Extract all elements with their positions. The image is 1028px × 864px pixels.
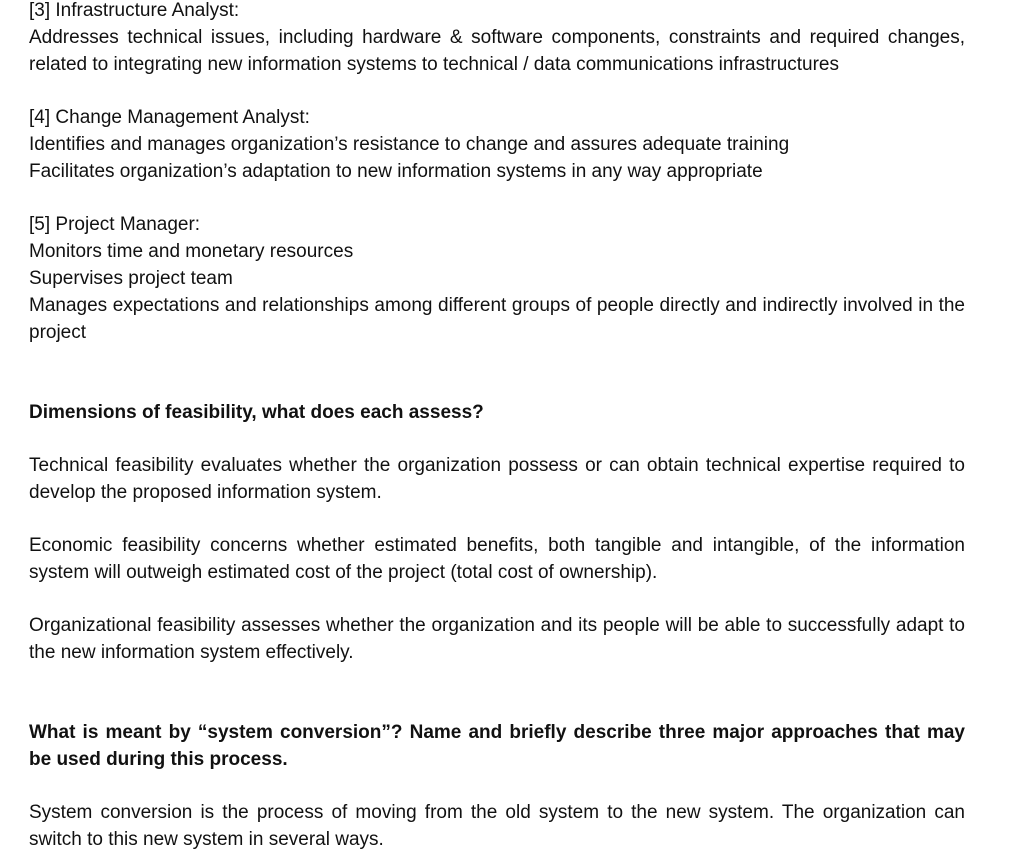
document-page <box>29 0 965 853</box>
project-manager-heading: [5] Project Manager: <box>29 214 201 235</box>
project-manager-line-1: Monitors time and monetary resources <box>29 241 354 262</box>
economic-feasibility-paragraph: Economic feasibility concerns whether estimated benefits, both tangible and intangible, of the information system will outweigh estimated cost of the project (total cost of ownership). <box>29 535 965 583</box>
spacer <box>29 426 965 452</box>
system-conversion-answer: System conversion is the process of moving from the old system to the new system. The organization can switch to this new system in several ways. <box>29 802 965 850</box>
change-management-line-1: Identifies and manages organization’s resistance to change and assures adequate training <box>29 134 790 155</box>
change-management-line-2: Facilitates organization’s adaptation to new information systems in any way appropriate <box>29 161 763 182</box>
infrastructure-analyst-heading: [3] Infrastructure Analyst: <box>29 0 240 21</box>
system-conversion-question: What is meant by “system conversion”? Name and briefly describe three major approaches that may be used during this process. <box>29 722 965 770</box>
spacer <box>29 346 965 399</box>
project-manager-line-2: Supervises project team <box>29 268 233 289</box>
spacer <box>29 666 965 719</box>
spacer <box>29 185 965 211</box>
spacer <box>29 773 965 799</box>
spacer <box>29 78 965 104</box>
spacer <box>29 506 965 532</box>
project-manager-line-3: Manages expectations and relationships among different groups of people directly and indirectly involved in the project <box>29 295 965 343</box>
spacer <box>29 586 965 612</box>
technical-feasibility-paragraph: Technical feasibility evaluates whether the organization possess or can obtain technical expertise required to develop the proposed information system. <box>29 455 965 503</box>
infrastructure-analyst-description: Addresses technical issues, including hardware & software components, constraints and required changes, related to integrating new information systems to technical / data communications infrastructures <box>29 27 965 75</box>
change-management-analyst-heading: [4] Change Management Analyst: <box>29 107 310 128</box>
organizational-feasibility-paragraph: Organizational feasibility assesses whether the organization and its people will be able to successfully adapt to the new information system effectively. <box>29 615 965 663</box>
feasibility-question: Dimensions of feasibility, what does each assess? <box>29 402 484 423</box>
